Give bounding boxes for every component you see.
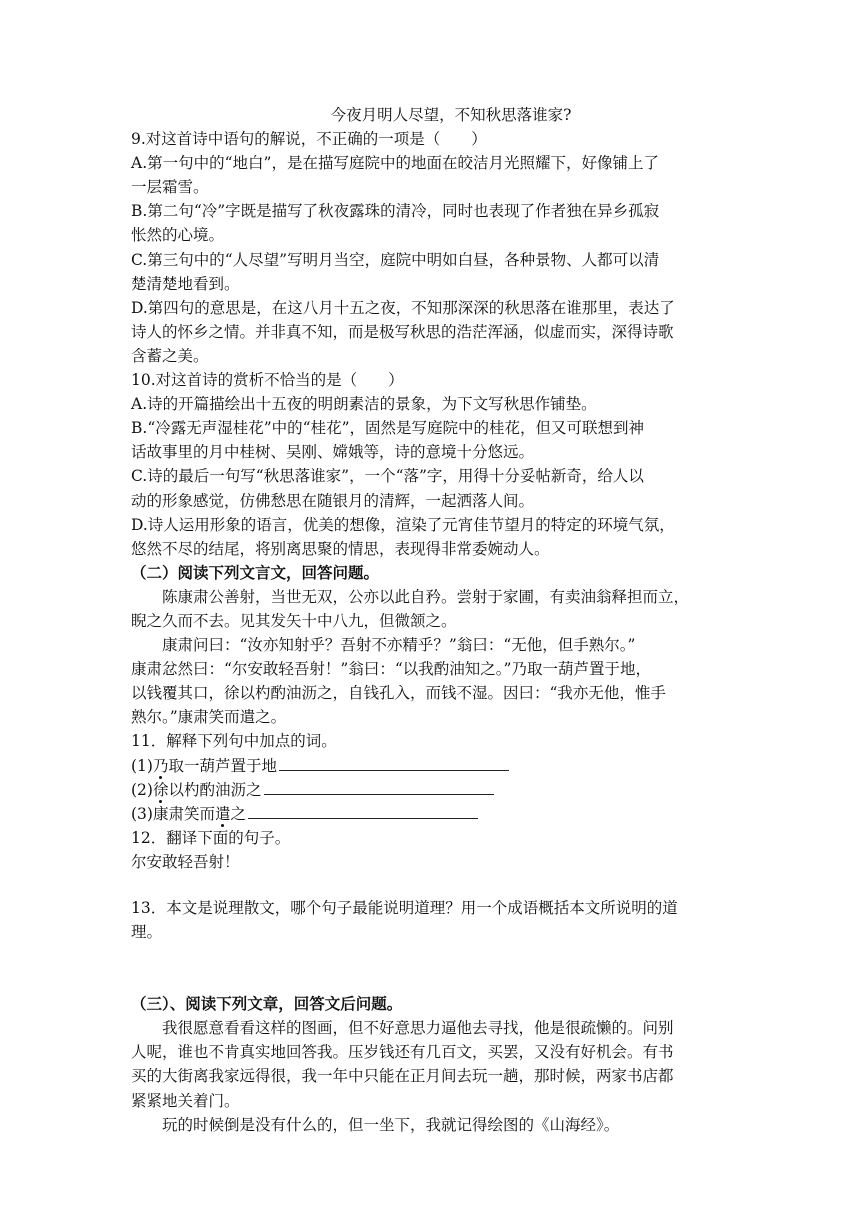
q10-option-d-line: D.诗人运用形象的语言，优美的想像，渲染了元宵佳节望月的特定的环境气氛，: [131, 515, 675, 534]
q10-option-d-line: 悠然不尽的结尾，将别离思聚的情思，表现得非常委婉动人。: [131, 539, 550, 558]
question-9: [131, 127, 731, 368]
q11-item-prefix: (2): [131, 780, 153, 799]
q9-option-c-line: 楚清楚地看到。: [131, 274, 240, 293]
q11-item-1: [131, 754, 731, 778]
passage-line: 以钱覆其口，徐以杓酌油沥之，自钱孔入，而钱不湿。因曰：“我亦无他，惟手: [131, 684, 666, 703]
passage-line: 陈康肃公善射，当世无双，公亦以此自矜。尝射于家圃，有卖油翁释担而立，: [162, 587, 690, 606]
q11-item-3: [131, 802, 731, 826]
passage-line: 玩的时候倒是没有什么的，但一坐下，我就记得绘图的《山海经》。: [162, 1115, 620, 1134]
document-body: [131, 103, 731, 1137]
q9-option-d-line: D.第四句的意思是，在这八月十五之夜，不知那深深的秋思落在谁那里，表达了: [131, 298, 675, 317]
passage-line: 紧紧地关着门。: [131, 1091, 240, 1110]
section-3-heading: （三）、阅读下列文章，回答文后问题。: [131, 994, 403, 1014]
answer-blank[interactable]: [264, 778, 494, 795]
passage-line: 我很愿意看看这样的图画，但不好意思力逼他去寻找，他是很疏懒的。问别: [162, 1019, 674, 1038]
q11-stem: 11．解释下列句中加点的词。: [131, 732, 337, 751]
section-2-heading: （二）阅读下列文言文，回答问题。: [131, 562, 380, 582]
q9-option-d-line: 含蓄之美。: [131, 346, 209, 365]
q13-line: 13．本文是说理散文，哪个句子最能说明道理？用一个成语概括本文所说明的道: [131, 899, 678, 917]
q10-option-a-line: A.诗的开篇描绘出十五夜的明朗素洁的景象，为下文写秋思作铺垫。: [131, 395, 597, 414]
q9-stem: 9.对这首诗中语句的解说，不正确的一项是（ ）: [131, 130, 487, 149]
passage-line: 买的大街离我家远得很，我一年中只能在正月间去玩一趟，那时候，两家书店都: [131, 1067, 674, 1086]
q10-option-c-line: 动的形象感觉，仿佛愁思在随银月的清辉，一起洒落人间。: [131, 491, 535, 510]
section-2: [131, 561, 731, 944]
q11-item-suffix: 以杓酌油沥之: [168, 780, 262, 799]
q11-item-prefix: (1): [131, 756, 153, 775]
dotted-word: 徐: [152, 780, 169, 799]
answer-space: [131, 944, 731, 992]
q9-option-b-line: 怅然的心境。: [131, 226, 225, 245]
q9-option-d-line: 诗人的怀乡之情。并非真不知，而是极写秋思的浩茫浑涵，似虚而实，深得诗歌: [131, 322, 674, 341]
answer-blank[interactable]: [248, 802, 478, 819]
q11-item-prefix: (3)康肃笑而: [131, 804, 215, 823]
passage-line: 康肃忿然曰：“尔安敢轻吾射！”翁曰：“以我酌油知之。”乃取一葫芦置于地，: [131, 660, 651, 679]
poem-last-line: 今夜月明人尽望，不知秋思落谁家?: [330, 106, 572, 124]
q12-stem: 12．翻译下面的句子。: [131, 828, 291, 847]
q11-item-2: [131, 778, 731, 802]
passage-line: 睨之久而不去。见其发矢十中八九，但微颔之。: [131, 611, 457, 630]
dotted-word: 乃: [152, 756, 169, 775]
q9-option-c-line: C.第三句中的“人尽望”写明月当空，庭院中明如白昼，各种景物、人都可以清: [131, 250, 660, 269]
answer-space: [131, 874, 731, 896]
section-3: [131, 992, 731, 1137]
answer-blank[interactable]: [279, 754, 509, 771]
q10-stem: 10.对这首诗的赏析不恰当的是（ ）: [131, 371, 404, 390]
q9-option-a-line: A.第一句中的“地白”，是在描写庭院中的地面在皎洁月光照耀下，好像铺上了: [131, 154, 659, 173]
q9-option-a-line: 一层霜雪。: [131, 178, 209, 197]
passage-line: 人呢，谁也不肯真实地回答我。压岁钱还有几百文，买罢，又没有好机会。有书: [131, 1043, 674, 1062]
q10-option-b-line: 话故事里的月中桂树、吴刚、嫦娥等，诗的意境十分悠远。: [131, 443, 535, 462]
q11-item-suffix: 之: [230, 804, 246, 823]
q10-option-b-line: B.“冷露无声湿桂花”中的“桂花”，固然是写庭院中的桂花，但又可联想到神: [131, 419, 645, 438]
passage-line: 康肃问曰：“汝亦知射乎？吾射不亦精乎？”翁曰：“无他，但手熟尔。”: [162, 636, 636, 655]
q13-line: 理。: [131, 923, 163, 942]
question-10: [131, 368, 731, 561]
q10-option-c-line: C.诗的最后一句写“秋思落谁家”，一个“落”字，用得十分妥帖新奇，给人以: [131, 467, 644, 486]
passage-line: 熟尔。”康肃笑而遣之。: [131, 708, 287, 727]
q11-item-suffix: 取一葫芦置于地: [168, 756, 277, 775]
dotted-word: 遣: [214, 804, 231, 823]
q12-sentence: 尔安敢轻吾射！: [131, 852, 240, 871]
q9-option-b-line: B.第二句“冷”字既是描写了秋夜露珠的清冷，同时也表现了作者独在异乡孤寂: [131, 202, 660, 221]
